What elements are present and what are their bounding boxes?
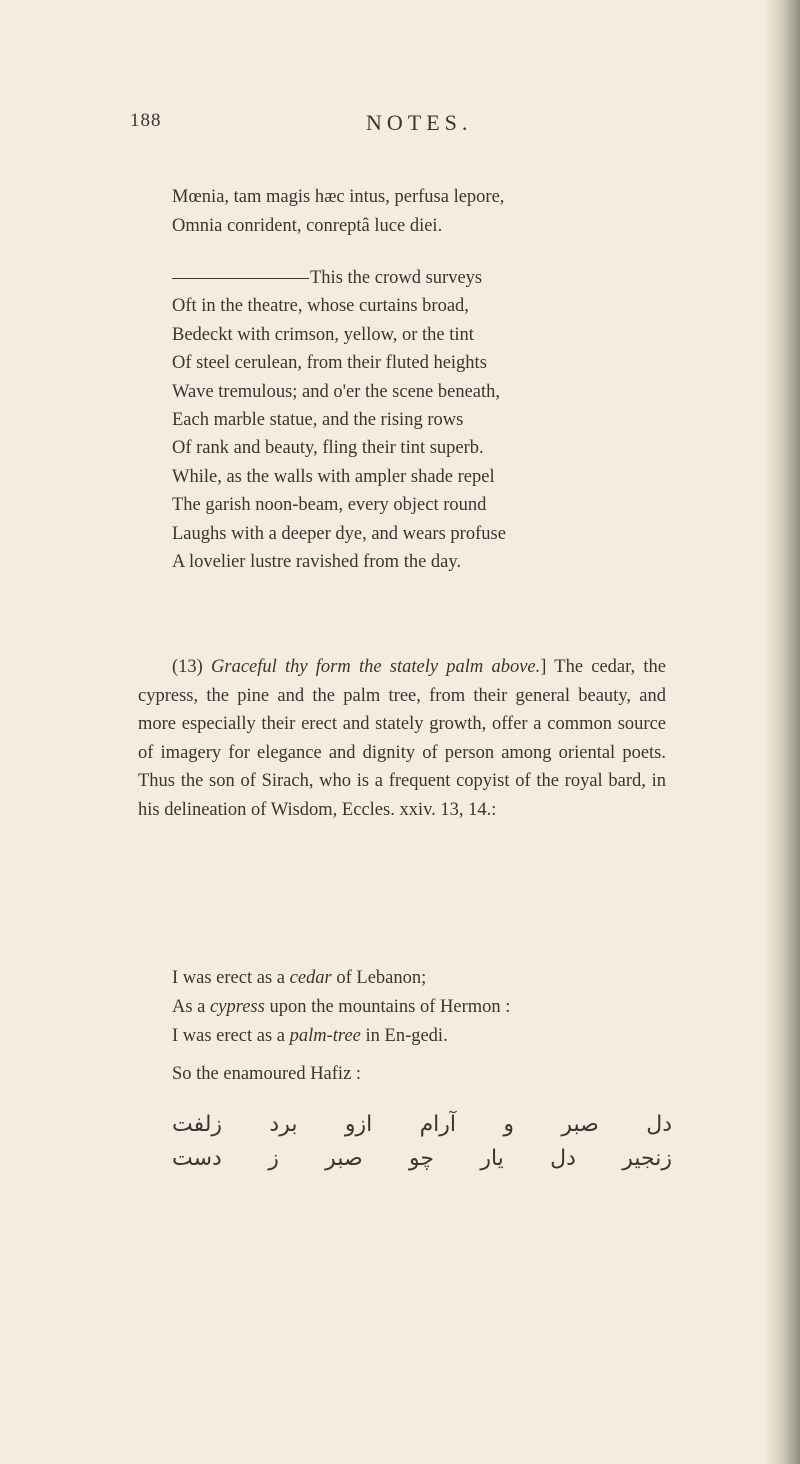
- emphasis: palm-tree: [289, 1026, 361, 1046]
- latin-line: Mœnia, tam magis hæc intus, perfusa lepore,: [172, 187, 505, 207]
- note-text: The cedar, the cypress, the pine and the palm tree, from their general beauty, and more especially their erect and stately growth, offer a common source of imagery for elegance and dignity of person among oriental poets. Thus the son of Sirach, who is a frequent copyist of the royal bard, in his delineation of Wisdom, Eccles. xxiv. 13, 14.:: [138, 657, 666, 820]
- hafiz-intro: So the enamoured Hafiz :: [172, 1064, 362, 1084]
- note-number: (13): [172, 657, 203, 677]
- english-verse: [172, 264, 506, 576]
- verse-line: While, as the walls with ampler shade repel: [172, 466, 495, 487]
- latin-quotation: [172, 183, 504, 241]
- page-header: [130, 110, 650, 150]
- note-bracket: ]: [540, 657, 547, 677]
- verse-line: Bedeckt with crimson, yellow, or the tint: [172, 324, 474, 345]
- note-paragraph: [138, 653, 666, 825]
- verse-line: Wave tremulous; and o'er the scene beneath,: [172, 381, 501, 402]
- running-head: NOTES.: [366, 110, 473, 135]
- note-lemma: Graceful thy form the stately palm above.: [211, 657, 541, 677]
- verse-line: A lovelier lustre ravished from the day.: [172, 552, 462, 573]
- persian-verse: [172, 1108, 672, 1176]
- emphasis: cypress: [210, 997, 265, 1017]
- verse-line: Of steel cerulean, from their fluted heights: [172, 353, 487, 374]
- footnote-13: [138, 653, 666, 825]
- emphasis: cedar: [289, 968, 332, 988]
- quote-line: I was erect as a palm-tree in En-gedi.: [172, 1026, 448, 1046]
- verse-line: Each marble statue, and the rising rows: [172, 410, 464, 431]
- page-number: 188: [130, 110, 162, 131]
- quote-line: I was erect as a cedar of Lebanon;: [172, 968, 427, 988]
- verse-dash: [172, 278, 309, 279]
- verse-line: Laughs with a deeper dye, and wears profuse: [172, 523, 506, 544]
- quote-line: As a cypress upon the mountains of Hermon :: [172, 997, 511, 1017]
- verse-line: The garish noon-beam, every object round: [172, 495, 487, 516]
- page-edge: [766, 0, 800, 1464]
- verse-line: Oft in the theatre, whose curtains broad,: [172, 296, 469, 317]
- verse-line: This the crowd surveys: [172, 264, 506, 292]
- persian-line: دل صبر و آرام ازو برد زلفت: [172, 1112, 672, 1137]
- sirach-quotation: [172, 964, 510, 1051]
- latin-line: Omnia conrident, conreptâ luce diei.: [172, 216, 443, 236]
- verse-line: Of rank and beauty, fling their tint superb.: [172, 438, 484, 459]
- persian-line: زنجیر دل یار چو صبر ز دست: [172, 1146, 672, 1171]
